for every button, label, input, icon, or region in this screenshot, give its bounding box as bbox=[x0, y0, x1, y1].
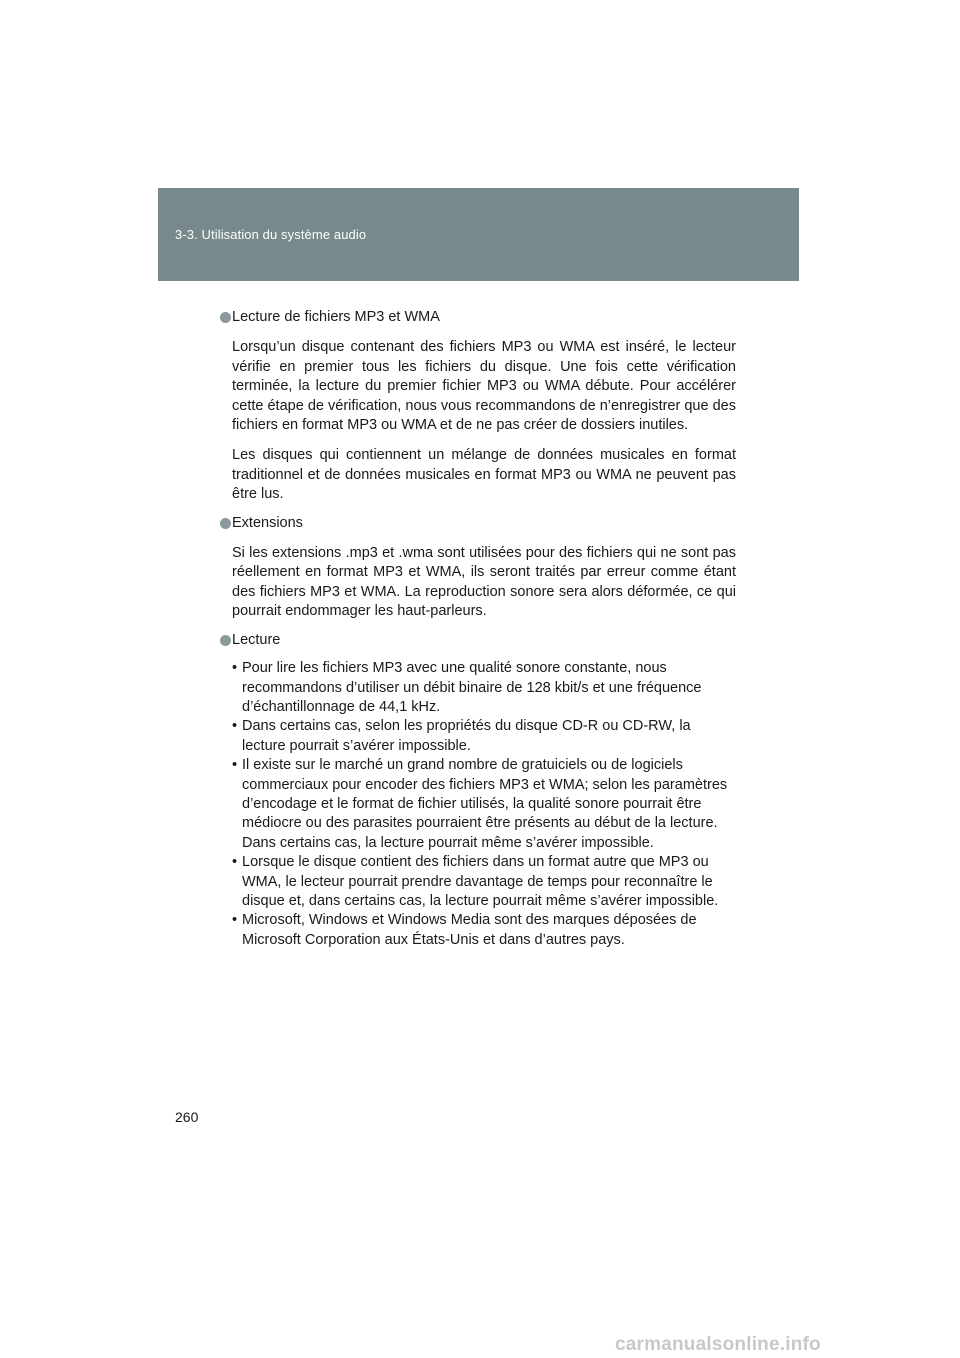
paragraph: Si les extensions .mp3 et .wma sont utilisées pour des fichiers qui ne sont pas réellement en format MP3 et WMA, ils seront traités par erreur comme étant des fichiers MP3 et WMA. La reproduction sonore sera alors déformée, ce qui pourrait endommager les haut-parleurs. bbox=[232, 545, 736, 620]
list-item: • Dans certains cas, selon les propriétés du disque CD-R ou CD-RW, la lecture pourrait s’avérer impossible. bbox=[232, 717, 736, 756]
list-item: • Il existe sur le marché un grand nombre de gratuiciels ou de logiciels commerciaux pour encoder des fichiers MP3 et WMA; selon les paramètres d’encodage et le format de fichier utilisés, la qualité sonore pourrait être médiocre ou des parasites pourraient être présents au début de la lecture. Dans certains cas, la lecture pourrait même s’avérer impossible. bbox=[232, 756, 736, 853]
section-title: Extensions bbox=[232, 514, 303, 531]
list-item: • Microsoft, Windows et Windows Media sont des marques déposées de Microsoft Corporation aux États-Unis et dans d’autres pays. bbox=[232, 911, 736, 950]
bullet-list bbox=[232, 659, 736, 950]
list-item: • Lorsque le disque contient des fichiers dans un format autre que MP3 ou WMA, le lecteur pourrait prendre davantage de temps pour reconnaître le disque et, dans certains cas, la lecture pourrait même s’avérer impossible. bbox=[232, 853, 736, 911]
section-lecture bbox=[220, 631, 736, 951]
section-heading bbox=[220, 308, 736, 327]
circle-bullet-icon bbox=[220, 312, 231, 323]
page-content bbox=[220, 308, 736, 950]
section-extensions bbox=[220, 514, 736, 622]
section-title: Lecture de fichiers MP3 et WMA bbox=[232, 309, 440, 325]
section-heading bbox=[220, 631, 736, 650]
paragraph: Les disques qui contiennent un mélange de données musicales en format traditionnel et de données musicales en format MP3 ou WMA ne peuvent pas être lus. bbox=[232, 447, 736, 503]
page-number: 260 bbox=[175, 1109, 199, 1125]
list-item: • Pour lire les fichiers MP3 avec une qualité sonore constante, nous recommandons d’utiliser un débit binaire de 128 kbit/s et une fréquence d’échantillonnage de 44,1 kHz. bbox=[232, 659, 736, 717]
circle-bullet-icon bbox=[220, 635, 231, 646]
section-title: Lecture bbox=[232, 631, 281, 648]
circle-bullet-icon bbox=[220, 518, 231, 529]
section-heading bbox=[220, 514, 736, 533]
chapter-header-title: 3-3. Utilisation du système audio bbox=[175, 227, 367, 242]
paragraph: Lorsqu’un disque contenant des fichiers MP3 ou WMA est inséré, le lecteur vérifie en premier tous les fichiers du disque. Une fois cette vérification terminée, la lecture du premier fichier MP3 ou WMA débute. Pour accélérer cette étape de vérification, nous vous recommandons de n’enregistrer que des fichiers en format MP3 ou WMA et de ne pas créer de dossiers inutiles. bbox=[232, 339, 736, 434]
watermark-text: carmanualsonline.info bbox=[615, 1334, 821, 1355]
section-mp3-wma-playback bbox=[220, 308, 736, 505]
